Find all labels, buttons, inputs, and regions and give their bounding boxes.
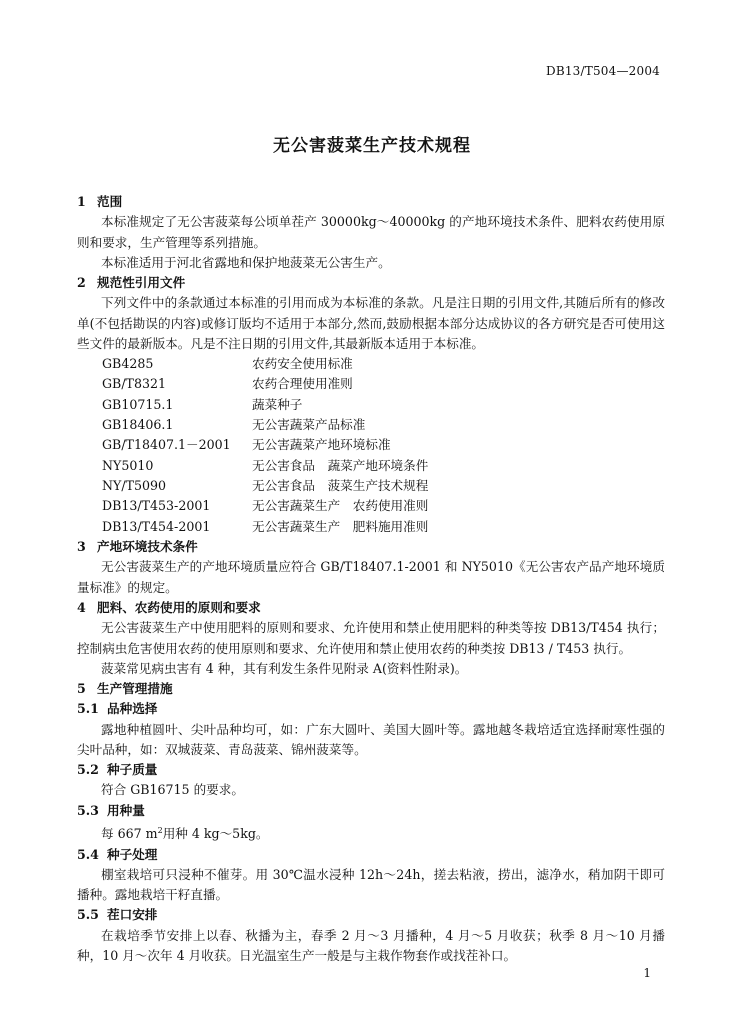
section-heading: 5 生产管理措施 [77, 681, 173, 696]
subsection-heading: 5.1 品种选择 [77, 701, 158, 717]
paragraph: 本标准适用于河北省露地和保护地菠菜无公害生产。 [101, 254, 391, 270]
section-3 [77, 537, 665, 598]
section-heading: 1 范围 [77, 194, 123, 209]
paragraph: 无公害菠菜生产中使用肥料的原则和要求、允许使用和禁止使用肥料的种类等按 DB13/T454 执行；控制病虫危害使用农药的使用原则和要求、允许使用和禁止使用农药的种类按 DB13 / T453 执行。 [77, 620, 665, 656]
standard-number: DB13/T504—2004 [546, 64, 660, 78]
reference-item: DB13/T453-2001 无公害蔬菜生产 农药使用准则 [102, 498, 429, 514]
reference-item: GB10715.1 蔬菜种子 [102, 396, 303, 412]
subsection-heading: 5.4 种子处理 [77, 846, 158, 862]
page-number: 1 [643, 966, 651, 980]
section-5 [77, 679, 665, 966]
paragraph: 在栽培季节安排上以春、秋播为主，春季 2 月～3 月播种，4 月～5 月收获；秋季 8 月～10 月播种，10 月～次年 4 月收获。日光温室生产一般是与主栽作物套作或找茬补口。 [77, 927, 665, 964]
reference-item: NY5010 无公害食品 蔬菜产地环境条件 [102, 457, 429, 473]
paragraph: 露地种植圆叶、尖叶品种均可，如：广东大圆叶、美国大圆叶等。露地越冬栽培适宜选择耐寒性强的尖叶品种，如：双城菠菜、青岛菠菜、锦州菠菜等。 [77, 721, 665, 757]
paragraph: 本标准规定了无公害菠菜每公顷单茬产 30000kg～40000kg 的产地环境技术条件、肥料农药使用原则和要求，生产管理等系列措施。 [77, 214, 665, 250]
paragraph: 符合 GB16715 的要求。 [101, 782, 244, 798]
reference-item: GB/T18407.1－2001 无公害蔬菜产地环境标准 [102, 437, 391, 453]
section-heading: 2 规范性引用文件 [77, 275, 186, 290]
paragraph: 菠菜常见病虫害有 4 种，其有利发生条件见附录 A(资料性附录)。 [101, 660, 468, 676]
reference-item: GB18406.1 无公害蔬菜产品标准 [102, 417, 366, 433]
reference-list [77, 354, 665, 537]
paragraph: 每 667 $m^2$用种 4 kg～5kg。 [101, 826, 269, 842]
reference-item: NY/T5090 无公害食品 菠菜生产技术规程 [102, 477, 429, 493]
subsection-heading: 5.3 用种量 [77, 802, 145, 818]
reference-item: GB4285 农药安全使用标准 [102, 356, 353, 372]
paragraph: 下列文件中的条款通过本标准的引用而成为本标准的条款。凡是注日期的引用文件,其随后所有的修改单(不包括勘误的内容)或修订版均不适用于本部分,然而,鼓励根据本部分达成协议的各方研究是否可使用这些文件的最新版本。凡是不注日期的引用文件,其最新版本适用于本标准。 [77, 295, 665, 351]
paragraph: 无公害菠菜生产的产地环境质量应符合 GB/T18407.1-2001 和 NY5010《无公害农产品产地环境质量标准》的规定。 [77, 559, 665, 595]
subsection-heading: 5.2 种子质量 [77, 762, 158, 778]
section-2 [77, 273, 665, 537]
section-heading: 4 肥料、农药使用的原则和要求 [77, 600, 261, 615]
paragraph: 棚室栽培可只浸种不催芽。用 30℃温水浸种 12h～24h，搓去粘液，捞出，滤净水，稍加阴干即可播种。露地栽培干籽直播。 [77, 866, 665, 903]
section-heading: 3 产地环境技术条件 [77, 539, 198, 554]
document-title: 无公害菠菜生产技术规程 [273, 136, 471, 156]
section-4 [77, 598, 665, 679]
reference-item: DB13/T454-2001 无公害蔬菜生产 肥料施用准则 [102, 518, 429, 534]
section-1 [77, 192, 665, 273]
subsection-heading: 5.5 茬口安排 [77, 907, 158, 923]
reference-item: GB/T8321 农药合理使用准则 [102, 376, 353, 392]
